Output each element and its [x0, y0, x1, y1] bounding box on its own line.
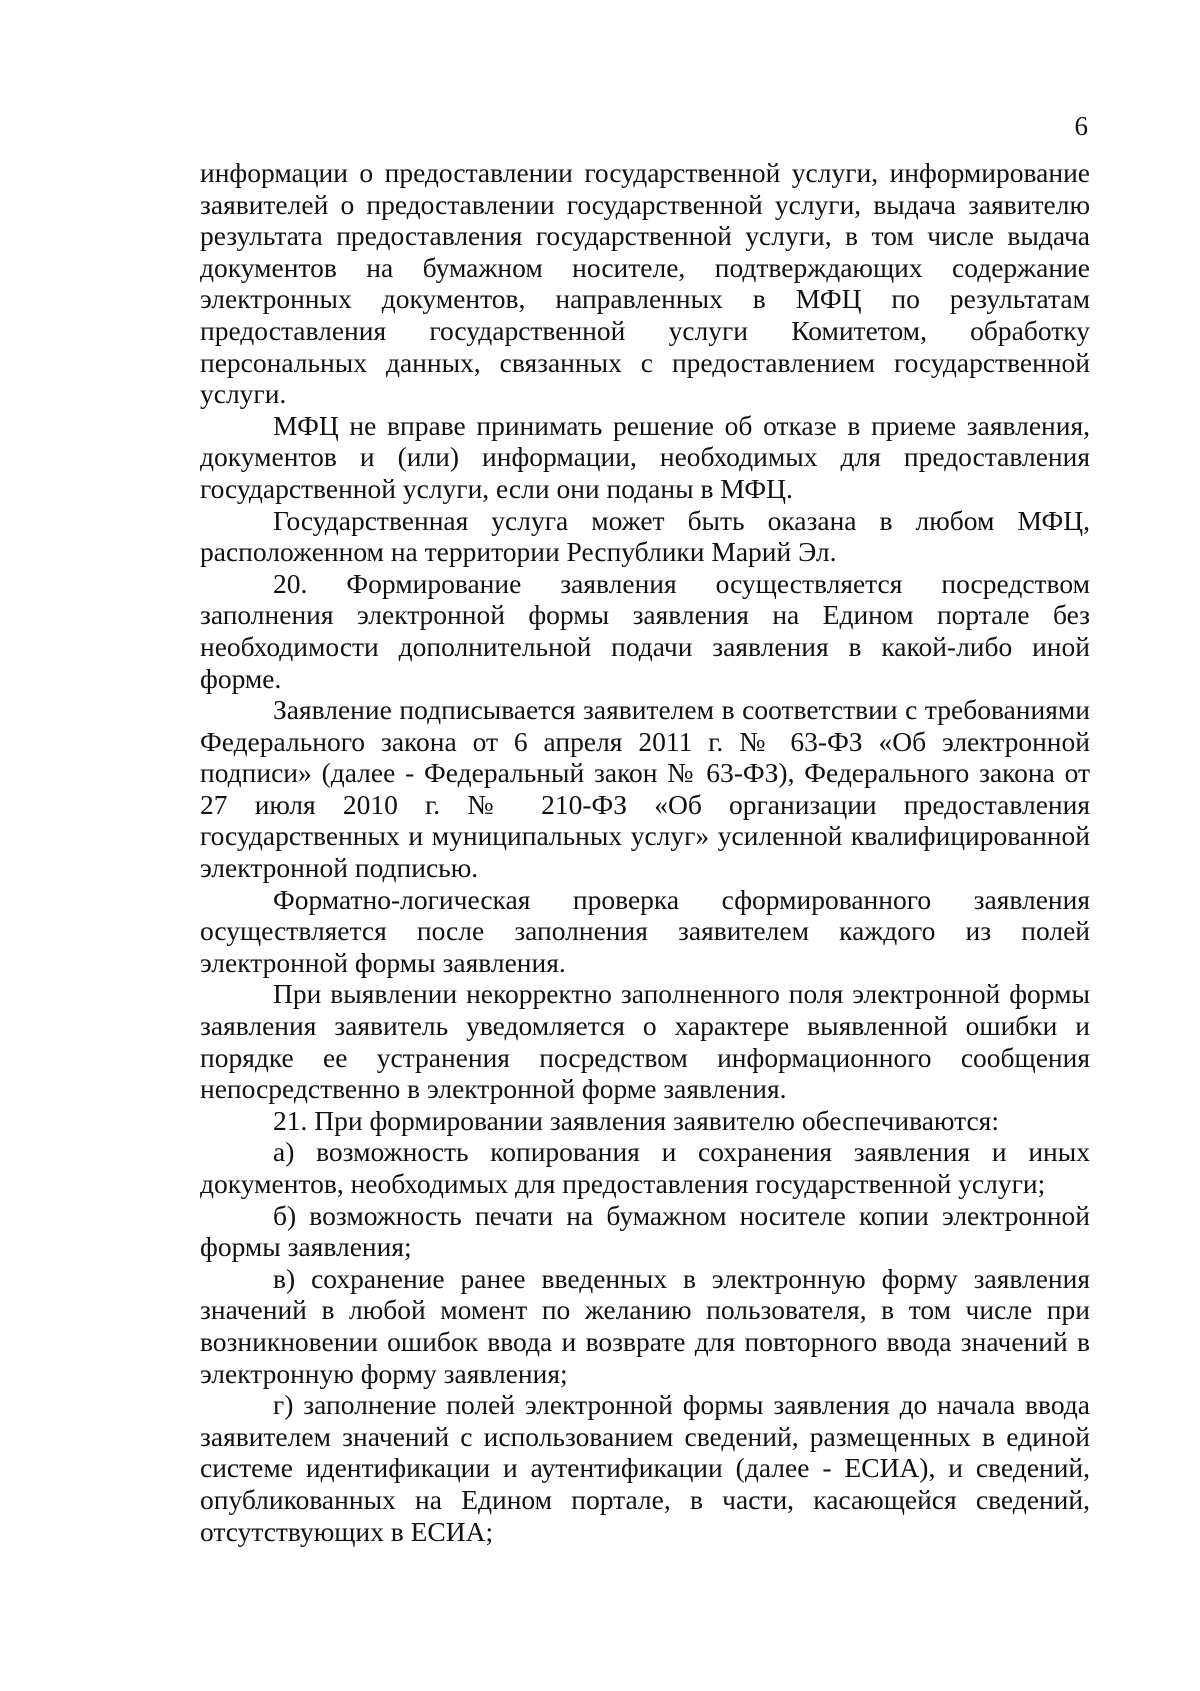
paragraph: Заявление подписывается заявителем в соответствии с требованиями Федерального закона от 6 апреля 2011 г. № 63-ФЗ «Об электронной подписи» (далее - Федеральный закон № 63-ФЗ), Федерального закона от 27 июля 2010 г. № 210-ФЗ «Об организации предоставления государственных и муниципальных услуг» усиленной квалифицированной электронной подписью.	[200, 694, 1090, 884]
paragraph: 20. Формирование заявления осуществляется посредством заполнения электронной формы заявления на Едином портале без необходимости дополнительной подачи заявления в какой-либо иной форме.	[200, 567, 1090, 694]
page-number: 6	[1074, 111, 1088, 141]
paragraph: Государственная услуга может быть оказана в любом МФЦ, расположенном на территории Республики Марий Эл.	[200, 504, 1090, 568]
document-body	[200, 157, 1090, 1547]
paragraph: Форматно-логическая проверка сформированного заявления осуществляется после заполнения заявителем каждого из полей электронной формы заявления.	[200, 883, 1090, 978]
list-item: б) возможность печати на бумажном носителе копии электронной формы заявления;	[200, 1199, 1090, 1263]
paragraph: информации о предоставлении государственной услуги, информирование заявителей о предоставлении государственной услуги, выдача заявителю результата предоставления государственной услуги, в том числе выдача документов на бумажном носителе, подтверждающих содержание электронных документов, направленных в МФЦ по результатам предоставления государственной услуги Комитетом, обработку персональных данных, связанных с предоставлением государственной услуги.	[200, 157, 1090, 410]
list-item: в) сохранение ранее введенных в электронную форму заявления значений в любой момент по желанию пользователя, в том числе при возникновении ошибок ввода и возврате для повторного ввода значений в электронную форму заявления;	[200, 1262, 1090, 1389]
paragraph: При выявлении некорректно заполненного поля электронной формы заявления заявитель уведомляется о характере выявленной ошибки и порядке ее устранения посредством информационного сообщения непосредственно в электронной форме заявления.	[200, 978, 1090, 1105]
paragraph: МФЦ не вправе принимать решение об отказе в приеме заявления, документов и (или) информации, необходимых для предоставления государственной услуги, если они поданы в МФЦ.	[200, 409, 1090, 504]
paragraph: 21. При формировании заявления заявителю обеспечиваются:	[273, 1104, 999, 1136]
list-item: г) заполнение полей электронной формы заявления до начала ввода заявителем значений с использованием сведений, размещенных в единой системе идентификации и аутентификации (далее - ЕСИА), и сведений, опубликованных на Едином портале, в части, касающейся сведений, отсутствующих в ЕСИА;	[200, 1389, 1090, 1547]
list-item: а) возможность копирования и сохранения заявления и иных документов, необходимых для предоставления государственной услуги;	[200, 1136, 1090, 1199]
